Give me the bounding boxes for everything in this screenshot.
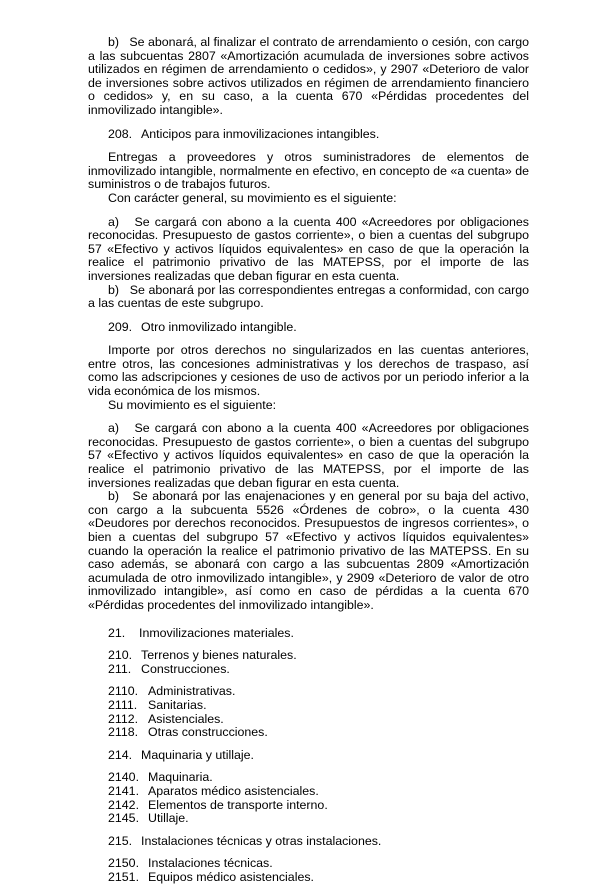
account-label: Instalaciones técnicas. [148, 856, 273, 871]
account-label: Anticipos para inmovilizaciones intangibles. [141, 126, 380, 141]
account-item [88, 871, 529, 884]
account-label: Inmovilizaciones materiales. [139, 625, 294, 640]
account-item [88, 812, 529, 826]
account-list-211-sub [88, 685, 529, 739]
account-item [88, 713, 529, 727]
heading-account-208 [88, 128, 529, 142]
paragraph-209-b: b) Se abonará por las enajenaciones y en general por su baja del activo, con cargo a la subcuenta 5526 «Órdenes de cobro», o la cuenta 430 «Deudores por derechos reconocidos. Presupuestos de ingresos corrientes», o bien a cuentas del subgrupo 57 «Efectivo y activos líquidos equivalentes» cuando la operación la realice el patrimonio privativo de las MATEPSS. En su caso además, se abonará con cargo a las subcuentas 2809 «Amortización acumulada de otro inmovilizado intangible», y 2909 «Deterioro de valor de otro inmovilizado intangible», así como en caso de pérdidas a la cuenta 670 «Pérdidas procedentes del inmovilizado intangible». [88, 489, 529, 612]
paragraph-208-description: Entregas a proveedores y otros suministradores de elementos de inmovilizado intangible, normalmente en efectivo, en concepto de «a cuenta» de suministros o de trabajos futuros. [88, 150, 529, 192]
account-label: Aparatos médico asistenciales. [148, 783, 319, 798]
paragraph-208-a: a) Se cargará con abono a la cuenta 400 «Acreedores por obligaciones reconocidas. Presupuesto de gastos corriente», o bien a cuentas del subgrupo 57 «Efectivo y activos líquidos equivalentes» en caso de que la operación la realice el patrimonio privativo de las MATEPSS, por el importe de las inversiones realizadas que deban figurar en esta cuenta. [88, 214, 529, 283]
account-label: Equipos médico asistenciales. [148, 869, 314, 884]
account-number: 2118. [108, 725, 139, 740]
account-number: 21. [108, 625, 126, 640]
heading-account-209 [88, 321, 529, 335]
account-label: Terrenos y bienes naturales. [141, 648, 297, 663]
account-item [88, 799, 529, 813]
account-number: 210. [108, 648, 133, 663]
account-item [88, 771, 529, 785]
account-label: Asistenciales. [148, 711, 224, 726]
account-number: 2110. [108, 684, 139, 699]
document-body [88, 36, 529, 884]
account-number: 2112. [108, 711, 139, 726]
paragraph-209-description: Importe por otros derechos no singularizados en las cuentas anteriores, entre otros, las concesiones administrativas y los derechos de traspaso, así como las adscripciones y cesiones de uso de activos por un periodo inferior a la vida económica de los mismos. [88, 343, 529, 399]
account-item [88, 857, 529, 871]
account-number: 208. [108, 126, 133, 141]
account-number: 2142. [108, 797, 140, 812]
account-label: Maquinaria. [148, 770, 213, 785]
account-label: Elementos de transporte interno. [148, 797, 328, 812]
paragraph-209-movement-intro: Su movimiento es el siguiente: [108, 397, 277, 412]
account-number: 211. [108, 661, 132, 676]
account-label: Instalaciones técnicas y otras instalaciones. [141, 833, 382, 848]
account-item [88, 699, 529, 713]
paragraph-208-movement-intro: Con carácter general, su movimiento es el siguiente: [108, 190, 397, 205]
account-item [88, 685, 529, 699]
paragraph-208-b: b) Se abonará por las correspondientes entregas a conformidad, con cargo a las cuentas de este subgrupo. [88, 282, 529, 311]
account-label: Construcciones. [141, 661, 230, 676]
account-label: Administrativas. [148, 684, 236, 699]
account-list-215-sub [88, 857, 529, 884]
account-number: 2140. [108, 770, 140, 785]
paragraph-207-b: b) Se abonará, al finalizar el contrato de arrendamiento o cesión, con cargo a las subcuentas 2807 «Amortización acumulada de inversiones sobre activos utilizados en régimen de arrendamiento o cedidos», y 2907 «Deterioro de valor de inversiones sobre activos utilizados en régimen de arrendamiento financiero o cedidos» y, en su caso, a la cuenta 670 «Pérdidas procedentes del inmovilizado intangible». [88, 35, 529, 117]
account-number: 215. [108, 833, 133, 848]
account-number: 2150. [108, 856, 140, 871]
heading-account-215 [88, 835, 529, 849]
account-item [88, 663, 529, 677]
account-number: 2145. [108, 811, 140, 826]
account-label: Otro inmovilizado intangible. [141, 319, 297, 334]
account-item [88, 726, 529, 740]
account-list-214-sub [88, 771, 529, 825]
account-label: Utillaje. [148, 811, 189, 826]
account-number: 2151. [108, 869, 140, 884]
account-list-210-211 [88, 649, 529, 676]
heading-account-214 [88, 749, 529, 763]
account-number: 214. [108, 747, 133, 762]
account-label: Sanitarias. [148, 697, 207, 712]
account-item [88, 649, 529, 663]
paragraph-209-a: a) Se cargará con abono a la cuenta 400 «Acreedores por obligaciones reconocidas. Presupuesto de gastos corriente», o bien a cuentas del subgrupo 57 «Efectivo y activos líquidos equivalentes» en caso de que la operación la realice el patrimonio privativo de las MATEPSS, por el importe de las inversiones realizadas que deban figurar en esta cuenta. [88, 421, 529, 490]
account-number: 2111. [108, 697, 138, 712]
account-number: 209. [108, 319, 133, 334]
account-number: 2141. [108, 783, 140, 798]
account-item [88, 785, 529, 799]
heading-group-21 [88, 627, 529, 641]
account-label: Otras construcciones. [148, 725, 268, 740]
account-label: Maquinaria y utillaje. [141, 747, 254, 762]
